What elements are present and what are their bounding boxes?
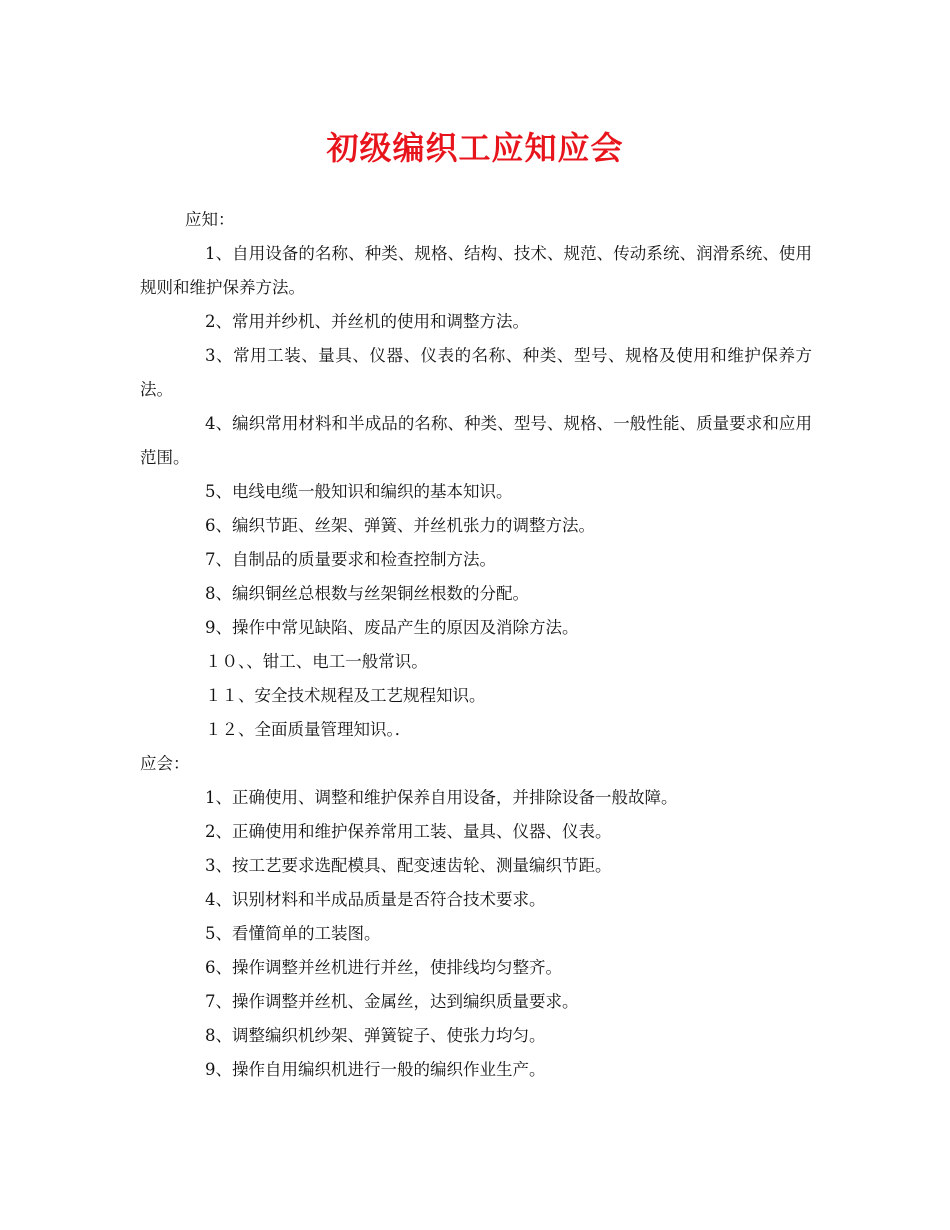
know-item-10: １０、、钳工、电工一般常识。 [205,652,428,671]
document-title: 初级编织工应知应会 [326,129,624,167]
know-item-8: 8、编织铜丝总根数与丝架铜丝根数的分配。 [205,584,529,603]
can-item-6: 6、操作调整并丝机进行并丝，使排线均匀整齐。 [205,958,562,977]
know-item-6: 6、编织节距、丝架、弹簧、并丝机张力的调整方法。 [205,516,595,535]
know-item-5: 5、电线电缆一般知识和编织的基本知识。 [205,482,513,501]
know-item-3: 3、常用工装、量具、仪器、仪表的名称、种类、型号、规格及使用和维护保养方法。 [140,346,812,399]
can-item-1: 1、正确使用、调整和维护保养自用设备，并排除设备一般故障。 [205,788,678,807]
can-item-7: 7、操作调整并丝机、金属丝，达到编织质量要求。 [205,992,579,1011]
can-item-3: 3、按工艺要求选配模具、配变速齿轮、测量编织节距。 [205,856,612,875]
know-item-1: 1、自用设备的名称、种类、规格、结构、技术、规范、传动系统、润滑系统、使用规则和维护保养方法。 [140,244,812,297]
know-list [140,237,812,747]
know-item-11: １１、安全技术规程及工艺规程知识。 [205,686,486,705]
document-body [140,203,812,1087]
can-item-8: 8、调整编织机纱架、弹簧锭子、使张力均匀。 [205,1026,546,1045]
section-label-know: 应知： [185,210,235,229]
can-item-4: 4、识别材料和半成品质量是否符合技术要求。 [205,890,546,909]
know-item-9: 9、操作中常见缺陷、废品产生的原因及消除方法。 [205,618,579,637]
know-item-12: １２、全面质量管理知识。． [205,720,412,739]
can-item-9: 9、操作自用编织机进行一般的编织作业生产。 [205,1060,546,1079]
section-label-can: 应会： [140,754,190,773]
can-item-2: 2、正确使用和维护保养常用工装、量具、仪器、仪表。 [205,822,612,841]
know-item-7: 7、自制品的质量要求和检查控制方法。 [205,550,496,569]
know-item-2: 2、常用并纱机、并丝机的使用和调整方法。 [205,312,529,331]
know-item-4: 4、编织常用材料和半成品的名称、种类、型号、规格、一般性能、质量要求和应用范围。 [140,414,812,467]
can-list [140,781,812,1087]
can-item-5: 5、看懂简单的工装图。 [205,924,381,943]
